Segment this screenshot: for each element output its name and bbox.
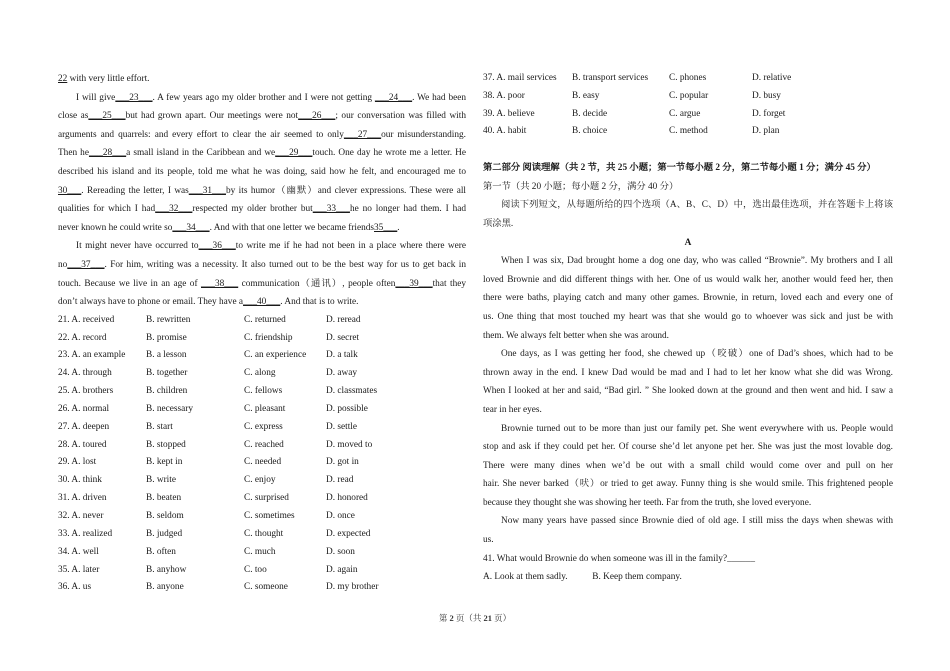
cloze-options xyxy=(58,312,466,598)
option-choice: B. necessary xyxy=(146,403,193,414)
text-segment: arguments and quarrels: and every effort to clear the air seemed to only xyxy=(58,129,344,140)
blank: ___23___ xyxy=(115,92,153,103)
text-segment: It might never have occurred to xyxy=(76,241,199,252)
option-choice: B. transport services xyxy=(572,73,649,83)
text-segment: qualities for which I had xyxy=(58,204,156,215)
option-choice: C. argue xyxy=(669,108,701,119)
blank: ___27___ xyxy=(343,129,382,140)
blank: ___29___ xyxy=(275,148,313,159)
instruction-line: 项涂黑. xyxy=(483,218,514,229)
option-choice: B. kept in xyxy=(146,457,183,468)
passage-line: thrown away in the end. I knew Dad would be mad and I had to let her know what she did was Wrong. xyxy=(483,367,893,378)
blank: ___39___ xyxy=(395,278,433,289)
blank: ___34___ xyxy=(172,222,210,233)
text-segment: . And with that one letter we became friends xyxy=(209,222,375,233)
text-segment: don’t always have to phone or email. They have a xyxy=(58,297,244,308)
option-a: A. Look at them sadly. xyxy=(483,572,568,583)
option-choice: D. plan xyxy=(752,126,780,137)
text-segment: touch. Because we live in an age of xyxy=(58,278,201,289)
passage-line xyxy=(58,107,466,126)
reading-passage xyxy=(483,252,893,550)
option-choice: 30. A. think xyxy=(58,475,102,486)
text-segment: touch. One day he wrote me a letter. He xyxy=(312,148,466,159)
page-number: 2 xyxy=(449,613,454,623)
option-choice: B. beaten xyxy=(146,493,182,504)
option-choice: D. reread xyxy=(326,314,361,325)
passage-line: them. We always felt better when she was around. xyxy=(483,330,669,341)
text-segment: close as xyxy=(58,111,89,122)
option-choice: B. promise xyxy=(146,332,187,343)
option-row xyxy=(58,330,466,348)
option-choice: 34. A. well xyxy=(58,546,99,557)
option-choice: B. judged xyxy=(146,528,183,539)
option-choice: D. settle xyxy=(326,421,357,432)
option-choice: D. honored xyxy=(326,493,368,504)
option-choice: 35. A. later xyxy=(58,564,100,575)
option-choice: 29. A. lost xyxy=(58,457,97,468)
option-choice: D. possible xyxy=(326,403,368,414)
option-choice: D. secret xyxy=(326,332,360,343)
blank: ___38___ xyxy=(201,278,239,289)
option-choice: 22. A. record xyxy=(58,332,107,343)
option-choice: B. anyhow xyxy=(146,564,187,575)
option-choice: D. relative xyxy=(752,73,792,83)
option-choice: B. choice xyxy=(572,126,608,137)
blank: ___26___ xyxy=(298,111,336,122)
option-row xyxy=(58,312,466,330)
option-choice: C. thought xyxy=(244,528,284,539)
option-choice: B. decide xyxy=(572,108,608,119)
blank: ___25___ xyxy=(88,111,126,122)
passage-line xyxy=(58,237,466,256)
option-choice: 38. A. poor xyxy=(483,90,525,101)
text-segment: . Rereading the letter, I was xyxy=(81,185,189,196)
option-choice: C. pleasant xyxy=(244,403,286,414)
option-row xyxy=(58,508,466,526)
text-segment: . For him, writing was a necessity. It also turned out to be the best way for us to get back in xyxy=(104,259,466,270)
passage-line: When I was six, Dad brought home a dog one day, who was called “Brownie”. My brothers and I all xyxy=(501,256,893,267)
passage-line xyxy=(58,144,466,163)
option-row xyxy=(483,123,893,141)
option-choice: D. got in xyxy=(326,457,359,468)
option-row xyxy=(58,544,466,562)
option-choice: 31. A. driven xyxy=(58,493,107,504)
blank: ___40___ xyxy=(243,297,281,308)
option-choice: C. friendship xyxy=(244,332,293,343)
option-choice: C. too xyxy=(244,564,267,575)
passage-line: us. One thing that most touched my heart was that she would go to whoever was sick and just be with xyxy=(483,311,893,322)
passage-line xyxy=(58,163,466,182)
option-choice: C. phones xyxy=(669,73,707,83)
option-choice: C. express xyxy=(244,421,283,432)
option-choice: C. along xyxy=(244,368,276,379)
option-choice: D. read xyxy=(326,475,354,486)
passage-line: because they thought she was showing her teeth. Far from the truth, she loved everyone. xyxy=(483,497,812,508)
passage-line xyxy=(58,293,466,312)
blank: 35___ xyxy=(374,222,398,233)
option-choice: C. returned xyxy=(244,314,286,325)
passage-line: us. xyxy=(483,535,494,546)
option-choice: C. method xyxy=(669,126,708,137)
passage-line: hair. She never barked（吠）or tried to get away. Funny thing is she would smile. This frightened people xyxy=(483,479,893,490)
option-choice: 32. A. never xyxy=(58,511,104,521)
blank: 30___ xyxy=(58,185,82,196)
option-row xyxy=(58,472,466,490)
option-row xyxy=(58,401,466,419)
text-segment: . And that is to write. xyxy=(280,297,359,308)
option-choice: 27. A. deepen xyxy=(58,421,110,432)
blank: ___24___ xyxy=(374,92,413,103)
option-row xyxy=(58,437,466,455)
footer-text: 页） xyxy=(492,613,512,623)
option-choice: B. rewritten xyxy=(146,314,191,325)
passage-line xyxy=(58,219,466,238)
option-choice: C. sometimes xyxy=(244,511,295,521)
option-row xyxy=(58,347,466,365)
text-segment: communication（通讯）, people often xyxy=(238,278,396,289)
text-segment: respected my older brother but xyxy=(192,204,313,215)
option-choice: C. fellows xyxy=(244,386,283,397)
passage-line xyxy=(58,256,466,275)
passage-line xyxy=(58,275,466,294)
option-choice: B. children xyxy=(146,386,188,397)
text-segment: ; our conversation was filled with xyxy=(335,111,466,122)
passage-line xyxy=(58,182,466,201)
option-row xyxy=(58,419,466,437)
passage-line: Brownie turned out to be more than just our family pet. She went everywhere with us. People would xyxy=(501,423,893,434)
option-row xyxy=(58,365,466,383)
option-choice: C. needed xyxy=(244,457,282,468)
option-choice: 39. A. believe xyxy=(483,108,535,119)
option-b: B. Keep them company. xyxy=(592,572,682,583)
passage-line xyxy=(58,89,466,108)
blank: ___37___ xyxy=(67,259,105,270)
option-choice: 25. A. brothers xyxy=(58,386,114,397)
question-41: 41. What would Brownie do when someone was ill in the family?______ xyxy=(483,553,755,564)
option-row xyxy=(483,70,893,88)
question-41-options xyxy=(483,568,893,587)
option-choice: D. again xyxy=(326,564,358,575)
text-segment: to write me if he had not been in a place where there were xyxy=(235,241,466,252)
passage-line: One days, as I was getting her food, she chewed up（咬破）one of Dad’s shoes, which had to be xyxy=(501,349,893,360)
option-choice: D. expected xyxy=(326,528,371,539)
text-segment: never known he could write so xyxy=(58,222,173,233)
option-choice: D. once xyxy=(326,511,355,521)
option-choice: D. moved to xyxy=(326,439,373,450)
passage-letter: A xyxy=(684,237,692,248)
instruction-line: 阅读下列短文，从每题所给的四个选项（A、B、C、D）中，选出最佳选项，并在答题卡上将该 xyxy=(501,200,893,211)
option-choice: C. reached xyxy=(244,439,284,450)
option-choice: D. my brother xyxy=(326,582,379,593)
text-segment: a small island in the Caribbean and we xyxy=(126,148,276,159)
option-choice: 26. A. normal xyxy=(58,403,110,414)
option-choice: 28. A. toured xyxy=(58,439,107,450)
passage-line xyxy=(58,70,466,89)
option-choice: C. someone xyxy=(244,582,288,593)
passage-line xyxy=(58,200,466,219)
passage-line: There were many dines when we’d be out with a small child would come over and pull on her xyxy=(483,460,893,471)
blank: ___36___ xyxy=(198,241,236,252)
text-segment: . xyxy=(397,222,400,233)
option-row xyxy=(58,454,466,472)
blank: ___32___ xyxy=(155,204,193,215)
option-choice: 36. A. us xyxy=(58,582,92,593)
left-column xyxy=(58,70,466,597)
passage-line xyxy=(58,126,466,145)
passage-line: tear in her eyes. xyxy=(483,404,542,415)
option-choice: D. a talk xyxy=(326,350,358,361)
option-row xyxy=(483,106,893,124)
option-choice: D. away xyxy=(326,368,357,379)
right-column xyxy=(483,70,893,587)
option-choice: 40. A. habit xyxy=(483,126,527,137)
option-choice: B. write xyxy=(146,475,176,486)
text-segment: that they xyxy=(432,278,466,289)
blank: ___33___ xyxy=(312,204,350,215)
option-choice: B. often xyxy=(146,546,176,557)
cloze-options-continued xyxy=(483,70,893,141)
option-choice: C. surprised xyxy=(244,493,289,504)
text-segment: . We had been xyxy=(412,92,467,103)
option-choice: C. much xyxy=(244,546,276,557)
text-segment: by its humor（幽默）and clever expressions. These were all xyxy=(225,185,466,196)
cloze-passage xyxy=(58,70,466,312)
option-row xyxy=(58,562,466,580)
text-segment: I will give xyxy=(76,92,116,103)
option-choice: C. popular xyxy=(669,90,709,101)
option-choice: B. together xyxy=(146,368,188,379)
option-choice: B. stopped xyxy=(146,439,186,450)
option-choice: B. a lesson xyxy=(146,350,187,361)
text-segment: but had grown apart. Our meetings were not xyxy=(125,111,299,122)
option-choice: B. start xyxy=(146,421,173,432)
text-segment: he no longer had them. I had xyxy=(349,204,466,215)
text-segment: no xyxy=(58,259,68,270)
option-choice: 33. A. realized xyxy=(58,528,113,539)
blank: 22 xyxy=(58,74,68,84)
passage-line: there were baths, playing catch and many other games. Brownie, in return, loved each and every one of xyxy=(483,293,893,304)
text-segment: with very little effort. xyxy=(67,74,150,84)
option-choice: B. easy xyxy=(572,90,600,101)
option-choice: 24. A. through xyxy=(58,368,112,379)
text-segment: our misunderstanding. xyxy=(381,129,466,140)
option-choice: D. classmates xyxy=(326,386,378,397)
option-row xyxy=(58,383,466,401)
option-row xyxy=(483,88,893,106)
section-heading: 第一节（共 20 小题；每小题 2 分，满分 40 分） xyxy=(483,181,679,192)
passage-line: loved Brownie and did different things with her. One of us would walk her, another would feed her, then xyxy=(483,274,893,285)
option-choice: 37. A. mail services xyxy=(483,73,557,83)
text-segment: . A few years ago my older brother and I were not getting xyxy=(152,92,375,103)
page-footer xyxy=(0,612,950,624)
option-choice: 23. A. an example xyxy=(58,350,126,361)
part-heading: 第二部分 阅读理解（共 2 节，共 25 小题；第一节每小题 2 分，第二节每小题 1 分；满分 45 分） xyxy=(483,163,876,174)
text-segment: described his island and its people, told me what he was doing, said how he felt, and encouraged me to xyxy=(58,166,466,177)
footer-text: 页（共 xyxy=(453,613,484,623)
blank: ___31___ xyxy=(188,185,226,196)
text-segment: Then he xyxy=(58,148,89,159)
passage-line: Now many years have passed since Brownie died of old age. I still miss the days when shewas with xyxy=(501,516,893,527)
footer-text: 第 xyxy=(438,613,450,623)
passage-line: stop and ask if they could pet her. Of course she’d let anyone pet her. She was just the most lovable dog. xyxy=(483,442,893,453)
option-choice: B. seldom xyxy=(146,511,184,521)
option-choice: 21. A. received xyxy=(58,314,115,325)
page-total: 21 xyxy=(483,613,492,623)
option-choice: C. an experience xyxy=(244,350,307,361)
option-row xyxy=(58,579,466,597)
option-choice: D. busy xyxy=(752,90,781,101)
option-choice: C. enjoy xyxy=(244,475,276,486)
option-choice: B. anyone xyxy=(146,582,184,593)
option-row xyxy=(58,490,466,508)
blank: ___28___ xyxy=(88,148,127,159)
option-choice: D. forget xyxy=(752,108,786,119)
option-row xyxy=(58,526,466,544)
passage-line: When I looked at her and said, “Bad girl. ” She looked down at the ground and then went and hid. I saw a xyxy=(483,386,893,397)
option-choice: D. soon xyxy=(326,546,355,557)
